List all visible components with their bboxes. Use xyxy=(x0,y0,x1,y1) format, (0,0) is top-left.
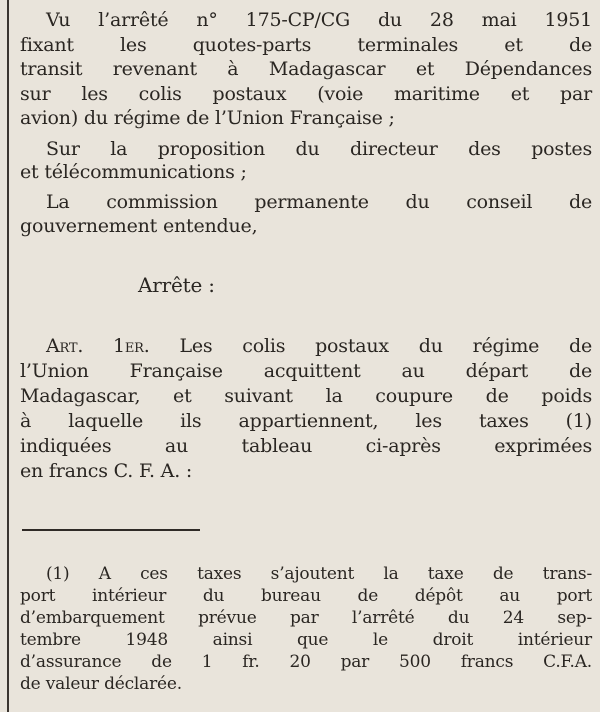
article-1-text-1: Les colis postaux du régime de xyxy=(179,335,593,357)
decree-heading: Arrête : xyxy=(138,273,215,297)
footnote-line-3: d’embarquement prévue par l’arrêté du 24 sep- xyxy=(20,608,592,628)
footnote-separator xyxy=(22,529,200,531)
visa-3-line-2: gouvernement entendue, xyxy=(20,215,258,237)
visa-1-line-1: Vu l’arrêté n° 175-CP/CG du 28 mai 1951 xyxy=(46,9,592,31)
visa-2-line-1: Sur la proposition du directeur des postes xyxy=(46,138,592,160)
article-1-line-1 xyxy=(20,335,592,357)
visa-1-line-2: fixant les quotes-parts terminales et de xyxy=(20,34,592,56)
article-1-line-2: l’Union Française acquittent au départ de xyxy=(20,360,592,382)
visa-3-line-1: La commission permanente du conseil de xyxy=(46,191,592,213)
footnote-line-5: d’assurance de 1 fr. 20 par 500 francs C.F.A. xyxy=(20,652,592,672)
article-1-line-6: en francs C. F. A. : xyxy=(20,460,193,482)
footnote-line-4: tembre 1948 ainsi que le droit intérieur xyxy=(20,630,592,650)
left-margin-rule xyxy=(7,0,9,712)
footnote-line-6: de valeur déclarée. xyxy=(20,674,182,694)
article-1-line-3: Madagascar, et suivant la coupure de poids xyxy=(20,385,592,407)
visa-2-line-2: et télécommunications ; xyxy=(20,161,247,183)
article-1-line-5: indiquées au tableau ci-après exprimées xyxy=(20,435,592,457)
footnote-line-1: (1) A ces taxes s’ajoutent la taxe de trans- xyxy=(46,564,592,584)
footnote-line-2: port intérieur du bureau de dépôt au port xyxy=(20,586,592,606)
article-number: Art. 1er. xyxy=(46,335,150,357)
article-1-line-4: à laquelle ils appartiennent, les taxes (1) xyxy=(20,410,592,432)
visa-1-line-3: transit revenant à Madagascar et Dépendances xyxy=(20,58,592,80)
visa-1-line-5: avion) du régime de l’Union Française ; xyxy=(20,107,395,129)
visa-1-line-4: sur les colis postaux (voie maritime et par xyxy=(20,83,592,105)
